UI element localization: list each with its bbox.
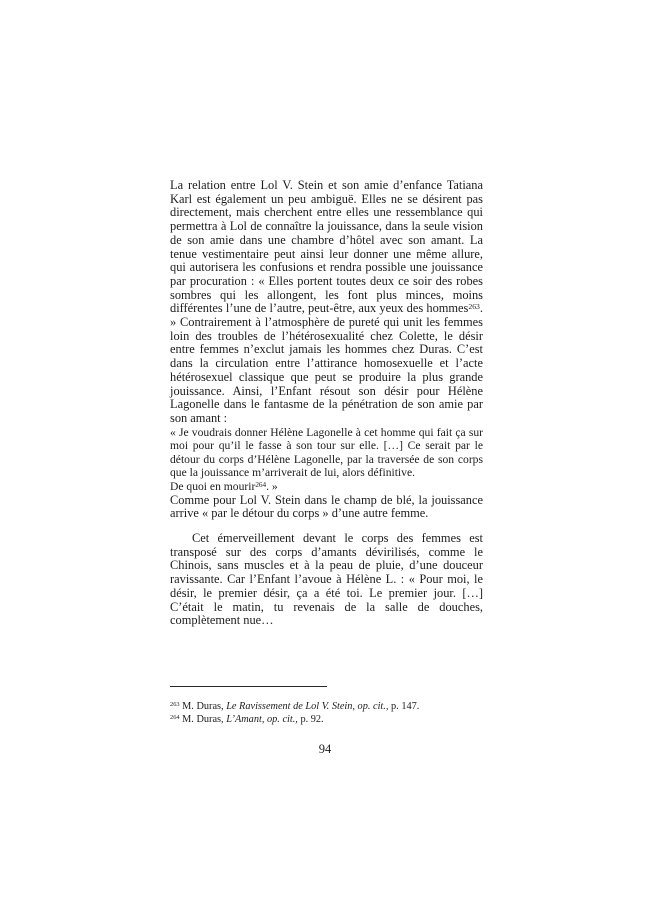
italic-text: Le Ravissement de Lol V. Stein, op. cit., (226, 701, 389, 712)
text-run: . » Contrairement à l’atmosphère de pureté qui unit les femmes loin des troubles de l’hétérosexualité chez Colette, le désir entre femmes n’exclut jamais les hommes chez Duras. C’est dans la circulation entre l’attirance homosexuelle et l’acte hétérosexuel classique que peut se produire la plus grande jouissance. Ainsi, l’Enfant résout son désir pour Hélène Lagonelle dans le fantasme de la pénétration de son amie par son amant : (170, 301, 483, 425)
blockquote (170, 426, 483, 494)
text-run: De quoi en mourir (170, 480, 256, 494)
text-run: Cet émerveillement devant le corps des femmes est transposé sur des corps d’amants dévirilisés, comme le Chinois, sans muscles et à la peau de pluie, d’une douceur ravissante. Car l’Enfant l’avoue à Hélène L. : « Pour moi, le désir, le premier désir, ça a été toi. Le premier jour. […] C’était le matin, tu revenais de la salle de douches, complètement nue… (170, 531, 483, 628)
paragraph (170, 179, 483, 426)
footnote-ref: 264 (170, 714, 180, 722)
footnote-ref: 263 (468, 301, 480, 311)
italic-text: L’Amant, op. cit., (226, 714, 298, 726)
footnote-ref: 263 (170, 701, 180, 709)
text-run: La relation entre Lol V. Stein et son amie d’enfance Tatiana Karl est également un peu ambiguë. Elles ne se désirent pas directement, mais cherchent entre elles une ressemblance qui permettra à Lol de connaître la jouissance, dans la seule vision de son amie dans une chambre d’hôtel avec son amant. La tenue vestimentaire peut ainsi leur donner une même allure, qui autorisera les confusions et rendra possible une jouissance par procuration : « Elles portent toutes deux ce soir des robes sombres qui les allongent, les font plus minces, moins différentes l’une de l’autre, peut-être, aux yeux des hommes (170, 178, 483, 316)
footnote (170, 713, 483, 726)
text-run: M. Duras, (179, 701, 227, 712)
footnote-ref: 264 (255, 480, 267, 489)
footnote-area (170, 686, 483, 726)
text-run: p. 147. (388, 701, 420, 712)
text-run: p. 92. (297, 714, 324, 726)
text-run: « Je voudrais donner Hélène Lagonelle à cet homme qui fait ça sur moi pour qu’il le fasse à son tour sur elle. […] Ce serait par le détour du corps d’Hélène Lagonelle, par la traversée de son corps que la jouissance m’arriverait de lui, alors définitive. (170, 425, 483, 480)
paragraph (170, 494, 483, 521)
paragraph (170, 532, 483, 628)
text-block (170, 179, 483, 628)
footnotes (170, 687, 483, 726)
page-number: 94 (318, 742, 332, 756)
text-run: M. Duras, (179, 714, 227, 726)
text-run: . » (266, 480, 278, 494)
text-run: Comme pour Lol V. Stein dans le champ de blé, la jouissance arrive « par le détour du corps » d’une autre femme. (170, 492, 483, 521)
footnote (170, 700, 483, 713)
